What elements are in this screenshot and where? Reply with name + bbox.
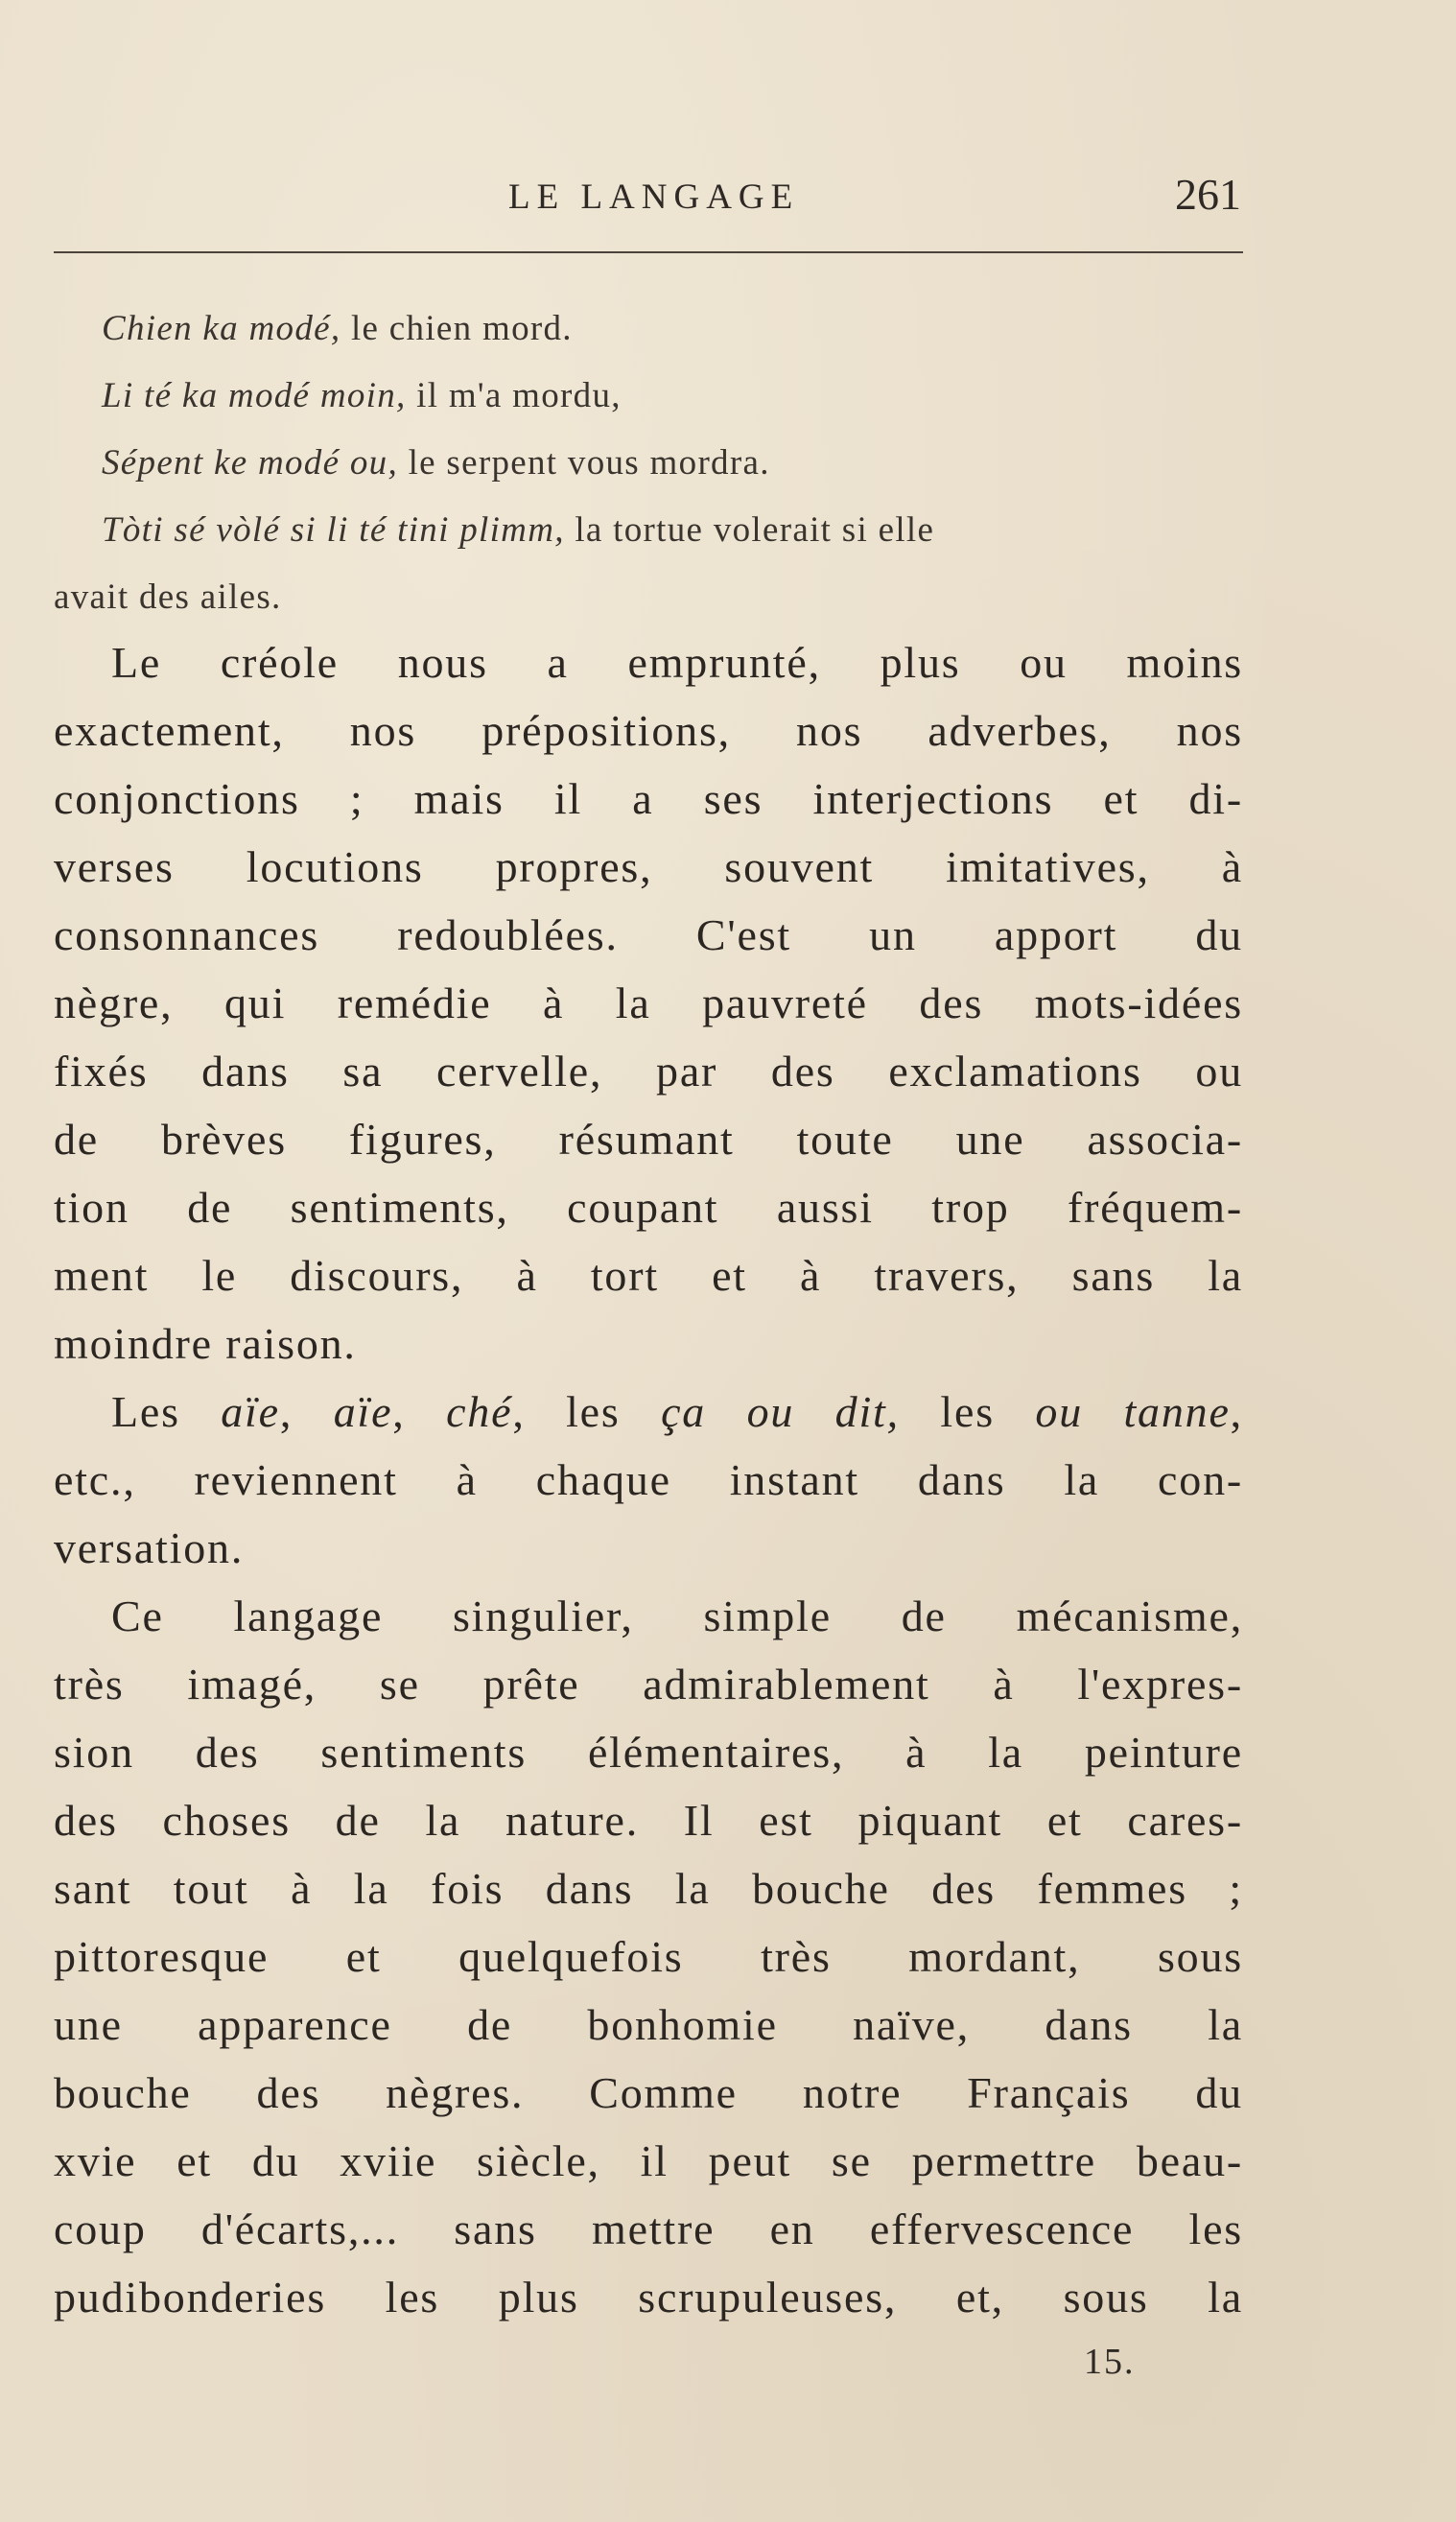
text-line: sant tout à la fois dans la bouche des femmes ; — [54, 1864, 1243, 1913]
text-line: très imagé, se prête admirablement à l'expres- — [54, 1660, 1243, 1709]
text-line: ment le discours, à tort et à travers, sans la — [54, 1251, 1243, 1300]
text-run: , les — [512, 1387, 662, 1436]
text-line: sion des sentiments élémentaires, à la peinture — [54, 1728, 1243, 1777]
example-line — [54, 564, 1253, 631]
creole-phrase: Sépent ke modé ou, — [102, 443, 399, 483]
example-line — [54, 295, 1253, 363]
text-line: pudibonderies les plus scrupuleuses, et, sous la — [54, 2273, 1243, 2322]
french-translation: la tortue volerait si elle — [564, 510, 935, 550]
example-line — [54, 430, 1253, 497]
text-line: verses locutions propres, souvent imitatives, à — [54, 842, 1243, 891]
text-line: exactement, nos prépositions, nos adverbes, nos — [54, 706, 1243, 755]
text-line: consonnances redoublées. C'est un apport du — [54, 910, 1243, 959]
text-line: etc., reviennent à chaque instant dans la con- — [54, 1455, 1243, 1504]
text-line: pittoresque et quelquefois très mordant, sous — [54, 1932, 1243, 1981]
text-run: , — [279, 1387, 334, 1436]
interjection: ça ou dit, — [661, 1387, 900, 1436]
page-number: 261 — [1175, 170, 1241, 219]
interjection: ché — [446, 1387, 513, 1436]
text-line: des choses de la nature. Il est piquant et cares- — [54, 1796, 1243, 1845]
french-translation: il m'a mordu, — [406, 376, 622, 415]
body-text — [54, 628, 1243, 2331]
text-line: versation. — [54, 1523, 245, 1572]
text-line: fixés dans sa cervelle, par des exclamations ou — [54, 1047, 1243, 1096]
text-line: tion de sentiments, coupant aussi trop fréquem- — [54, 1183, 1243, 1232]
text-line: Ce langage singulier, simple de mécanisme, — [111, 1591, 1243, 1640]
french-translation: le serpent vous mordra. — [398, 443, 770, 483]
text-line: Le créole nous a emprunté, plus ou moins — [111, 638, 1243, 687]
text-line: xvie et du xviie siècle, il peut se permettre beau- — [54, 2136, 1243, 2185]
french-translation: avait des ailes. — [54, 577, 282, 617]
text-line: bouche des nègres. Comme notre Français du — [54, 2068, 1243, 2117]
text-run: Les — [111, 1387, 222, 1436]
french-translation: le chien mord. — [341, 309, 573, 348]
chapter-title: LE LANGAGE — [508, 177, 800, 217]
signature-mark: 15. — [1084, 2342, 1136, 2382]
header-rule — [54, 251, 1243, 253]
text-line: de brèves figures, résumant toute une associa- — [54, 1115, 1243, 1164]
text-run: les — [899, 1387, 1036, 1436]
creole-phrase: Tòti sé vòlé si li té tini plimm, — [102, 510, 565, 550]
running-head — [0, 170, 1456, 234]
creole-examples — [54, 295, 1253, 631]
text-run: , — [1230, 1387, 1243, 1436]
creole-phrase: Chien ka modé, — [102, 309, 341, 348]
creole-phrase: Li té ka modé moin, — [102, 376, 407, 415]
text-line: une apparence de bonhomie naïve, dans la — [54, 2000, 1243, 2049]
example-line — [54, 497, 1253, 564]
text-run: , — [392, 1387, 447, 1436]
example-line — [54, 363, 1253, 430]
text-line: coup d'écarts,... sans mettre en effervescence les — [54, 2204, 1243, 2253]
text-line: moindre raison. — [54, 1319, 357, 1368]
interjection: aïe — [333, 1387, 393, 1436]
interjection: ou tanne — [1035, 1387, 1231, 1436]
text-line — [54, 1378, 1243, 1446]
interjection: aïe — [221, 1387, 280, 1436]
text-line: nègre, qui remédie à la pauvreté des mots-idées — [54, 978, 1243, 1027]
text-line: conjonctions ; mais il a ses interjections et di- — [54, 774, 1243, 823]
